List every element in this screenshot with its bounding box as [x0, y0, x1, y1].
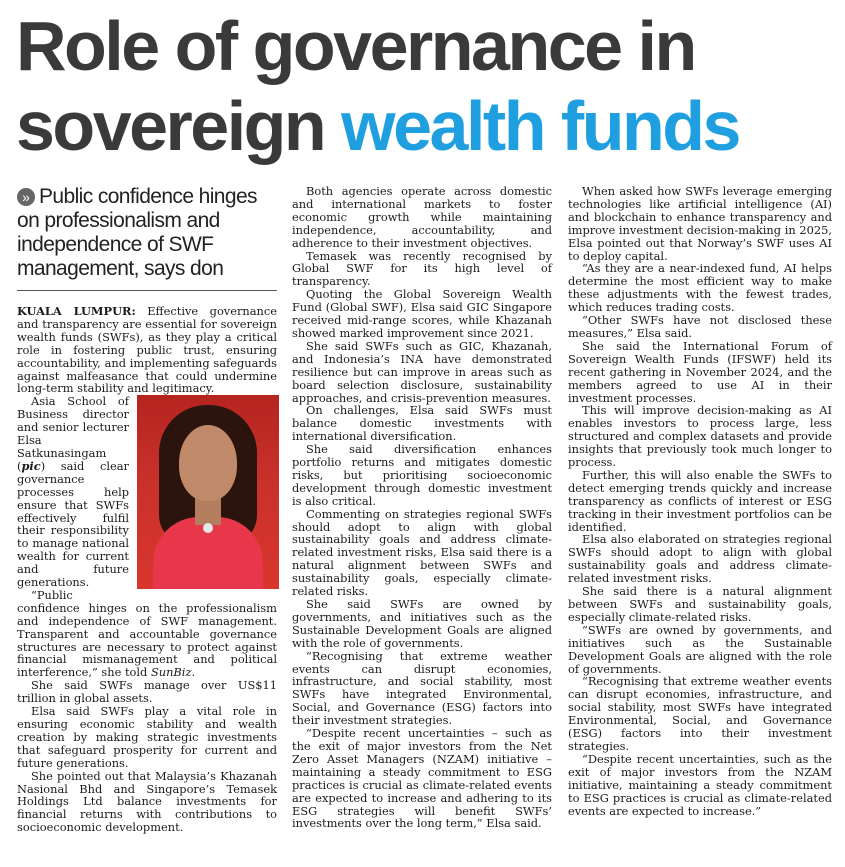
headline: [16, 6, 836, 166]
double-chevron-right-icon: »: [17, 188, 35, 206]
article-column-2: [292, 185, 552, 830]
subheadline: [17, 185, 277, 291]
paragraph: “Recognising that extreme weather events can disrupt economies, infrastructure, and social stability, most SWFs have integrated Environmental, Social, and Governance (ESG) factors into their investment strategies.: [292, 648, 552, 728]
paragraph: [17, 305, 277, 395]
paragraph: “Despite recent uncertainties – such as the exit of major investors from the Net Zero Asset Managers (NZAM) initiative – maintaining a steady commitment to ESG practices is crucial as climate-related events are expected to increase and adhering to its ESG strategies will benefit SWFs’ investments over the long term,” Elsa said.: [292, 726, 552, 831]
pic-label: pic: [21, 458, 41, 473]
paragraph: Both agencies operate across domestic and international markets to foster economic growth while maintaining independence, accountability, and adherence to their investment objectives.: [292, 184, 552, 250]
headline-line-2b: wealth funds: [341, 87, 739, 165]
paragraph: “SWFs are owned by governments, and initiatives such as the Sustainable Development Goals are aligned with the role of governments.: [568, 622, 832, 676]
paragraph-text: “Public confidence hinges on the professionalism and independence of SWF management. Transparent and accountable governance structures are necessary to protect against financial mismanagement and political interference,” she told: [17, 587, 277, 680]
paragraph: She said SWFs are owned by governments, and initiatives such as the Sustainable Development Goals are aligned with the role of governments.: [292, 597, 552, 650]
subheadline-text: Public confidence hinges on professionalism and independence of SWF management, says don: [17, 185, 257, 280]
dateline: KUALA LUMPUR:: [17, 304, 136, 318]
paragraph: “As they are a near-indexed fund, AI helps determine the most efficient way to make these adjustments with the fewest trades, which reduces trading costs.: [568, 261, 832, 315]
paragraph-text: ) said clear governance processes help ensure that SWFs effectively fulfil their responsibility to manage national wealth for current and future generations.: [17, 458, 129, 590]
paragraph: This will improve decision-making as AI enables investors to process large, less structured and complex datasets and provide insights that previously took much longer to process.: [568, 403, 832, 470]
paragraph-text: .: [191, 665, 196, 680]
headline-line-2a: sovereign: [16, 87, 325, 165]
paragraph: Elsa also elaborated on strategies regional SWFs should adopt to align with global sustainability goals and address climate-related investment risks.: [568, 532, 832, 586]
portrait-photo: [137, 395, 279, 589]
paragraph: Quoting the Global Sovereign Wealth Fund (Global SWF), Elsa said GIC Singapore received mid-range scores, while Khazanah showed marked improvement since 2021.: [292, 287, 552, 340]
paragraph: “Recognising that extreme weather events can disrupt economies, infrastructure, and social stability, most SWFs have integrated Environmental, Social, and Governance (ESG) factors into their investment strategies.: [568, 674, 832, 753]
paragraph: “Other SWFs have not disclosed these measures,” Elsa said.: [568, 313, 832, 340]
paragraph: [17, 589, 277, 679]
paragraph: She said diversification enhances portfolio returns and mitigates domestic risks, but prioritising socioeconomic development through domestic investment is also critical.: [292, 442, 552, 508]
paragraph: She said SWFs manage over US$11 trillion in global assets.: [17, 678, 277, 706]
paragraph-text: Effective governance and transparency are essential for sovereign wealth funds (SWFs), as they play a critical role in fostering public trust, ensuring accountability, and implementing safeguards against malfeasance that could undermine long-term stability and legitimacy.: [17, 304, 278, 396]
paragraph: She said there is a natural alignment between SWFs and sustainability goals, especially climate-related risks.: [568, 584, 832, 624]
paragraph: Temasek was recently recognised by Global SWF for its high level of transparency.: [292, 248, 552, 289]
paragraph-text: Asia School of Business director and senior lecturer Elsa Satkunasingam (: [17, 394, 129, 473]
paragraph: Commenting on strategies regional SWFs should adopt to align with global sustainability goals and address climate-related investment risks, Elsa said there is a natural alignment between SWFs and sustainability goals, especially climate-related risks.: [292, 506, 552, 599]
paragraph: Further, this will also enable the SWFs to detect emerging trends quickly and increase transparency as conflicts of interest or ESG tracking in their investment portfolios can be identified.: [568, 467, 832, 534]
paragraph: She said the International Forum of Sovereign Wealth Funds (IFSWF) held its recent gathering in November 2024, and the members agreed to use AI in their investment processes.: [568, 338, 832, 405]
headline-line-1: Role of governance in: [16, 7, 695, 85]
article-column-3: [568, 185, 832, 817]
paragraph: She said SWFs such as GIC, Khazanah, and Indonesia’s INA have demonstrated resilience but can improve in areas such as board selection disclosure, sustainability approaches, and crisis-prevention measures.: [292, 338, 552, 405]
paragraph: “Despite recent uncertainties, such as the exit of major investors from the NZAM initiative, maintaining a steady commitment to ESG practices is crucial as climate-related events are expected to increase.”: [568, 751, 832, 818]
photo-face: [179, 425, 237, 501]
paragraph: Elsa said SWFs play a vital role in ensuring economic stability and wealth creation by making strategic investments that safeguard prosperity for current and future generations.: [17, 704, 277, 770]
article-column-1: [17, 185, 277, 834]
paragraph: On challenges, Elsa said SWFs must balance domestic investments with international diversification.: [292, 403, 552, 444]
paragraph: She pointed out that Malaysia’s Khazanah Nasional Bhd and Singapore’s Temasek Holdings Ltd balance investments for financial returns with contributions to socioeconomic development.: [17, 768, 277, 835]
paragraph: When asked how SWFs leverage emerging technologies like artificial intelligence (AI) and blockchain to enhance transparency and improve investment decision-making in 2025, Elsa pointed out that Norway’s SWF uses AI to deploy capital.: [568, 184, 832, 263]
publication-name: SunBiz: [150, 665, 192, 680]
